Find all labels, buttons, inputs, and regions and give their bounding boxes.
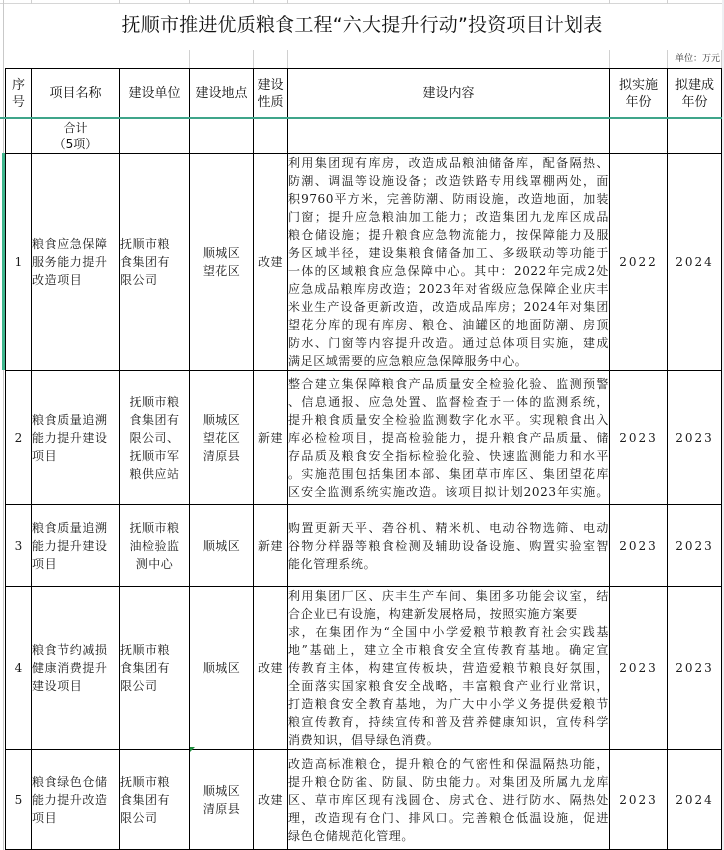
column-header-nature[interactable]: 建设 性质 — [254, 69, 288, 119]
row-header-gutter — [3, 0, 4, 850]
cell-location[interactable]: 顺城区 望花区 — [190, 154, 254, 371]
cell-unit[interactable]: 抚顺市粮 食集团有 限公司 — [120, 750, 190, 850]
cell-end-year[interactable] — [668, 119, 722, 154]
cell-end-year[interactable]: 2023 — [668, 587, 722, 750]
cell-nature[interactable]: 新建 — [254, 371, 288, 505]
gridline-tick — [609, 0, 610, 4]
gridline-tick — [287, 50, 288, 68]
cell-start-year[interactable]: 2022 — [610, 154, 668, 371]
cell-location[interactable]: 顺城区 望花区 清原县 — [190, 371, 254, 505]
cell-end-year[interactable]: 2023 — [668, 371, 722, 505]
cell-seq[interactable]: 2 — [6, 371, 32, 505]
cell-project-name[interactable]: 粮食质量追溯 能力提升建设 项目 — [32, 371, 120, 505]
cell-location[interactable]: 顺城区 — [190, 505, 254, 587]
cell-unit[interactable]: 抚顺市粮 食集团有 限公司 — [120, 154, 190, 371]
gridline-tick — [253, 0, 254, 4]
cell-project-name[interactable]: 粮食应急保障 服务能力提升 改造项目 — [32, 154, 120, 371]
cell-content[interactable]: 整合建立集保障粮食产品质量安全检验化验、监测预警 、信息通报、应急处置、监督检查于一体的监测系统， 提升粮食质量安全检验监测数字化水平。实现粮食出入 库必检检项目，提高检验能力，提升粮食产品质量、储 存品质及粮食安全指标检验化验、快速监测能力和水平 。实施范围包括集团本部、集团草市库区、集团望花库 区安全监测系统实施改造。该项目拟计划2023年实施。 — [288, 371, 610, 505]
cell-seq[interactable]: 1 — [6, 154, 32, 371]
gridline-tick — [189, 0, 190, 4]
column-header-unit[interactable]: 建设单位 — [120, 69, 190, 119]
table-row — [6, 371, 722, 505]
cell-comment-indicator-icon[interactable] — [190, 747, 195, 752]
gridline-tick — [189, 50, 190, 68]
cell-start-year[interactable] — [610, 119, 668, 154]
table-row — [6, 154, 722, 371]
cell-end-year[interactable]: 2024 — [668, 750, 722, 850]
cell-nature[interactable] — [254, 119, 288, 154]
cell-unit[interactable]: 抚顺市粮 食集团有 限公司、 抚顺市军 粮供应站 — [120, 371, 190, 505]
cell-location[interactable] — [190, 119, 254, 154]
cell-seq[interactable]: 4 — [6, 587, 32, 750]
cell-nature[interactable]: 改建 — [254, 587, 288, 750]
header-row — [6, 69, 722, 119]
cell-end-year[interactable]: 2023 — [668, 505, 722, 587]
gridline-tick — [609, 50, 610, 68]
cell-content[interactable]: 利用集团现有库房，改造成品粮油储备库，配备隔热、 防潮、调温等设施设备；改造铁路专用线罩棚两处，面 积9760平方米，完善防潮、防雨设施，改造地面，加装 门窗；提升应急粮油加工能力；改造集团九龙库区成品 粮仓储设施；提升粮食应急物流能力，按保障能力及服 务区域半径，建设集粮食储备加工、多级联动等功能于 一体的区域粮食应急保障中心。其中：2022年完成2处 应急成品粮库房改造；2023年对省级应急保障企业庆丰 米业生产设备更新改造，改造成品库房；2024年对集团 望花分库的现有库房、粮仓、油罐区的地面防潮、房顶 防水、门窗等内容提升改造。通过总体项目实施，建成 满足区域需要的应急粮应急保障服务中心。 — [288, 154, 610, 371]
cell-seq[interactable]: 3 — [6, 505, 32, 587]
cell-unit[interactable]: 抚顺市粮 油检验监 测中心 — [120, 505, 190, 587]
cell-seq[interactable] — [6, 119, 32, 154]
cell-end-year[interactable]: 2024 — [668, 154, 722, 371]
cell-start-year[interactable]: 2023 — [610, 505, 668, 587]
cell-project-name[interactable]: 粮食绿色仓储 能力提升改造 项目 — [32, 750, 120, 850]
cell-total-label[interactable]: 合计 （5项） — [32, 119, 120, 154]
project-plan-table — [5, 68, 722, 850]
cell-nature[interactable]: 改建 — [254, 750, 288, 850]
selected-row-indicator — [2, 153, 5, 370]
top-gridline — [0, 0, 724, 4]
cell-content[interactable]: 购置更新天平、砻谷机、精米机、电动谷物选筛、电动 谷物分样器等粮食检测及辅助设备设施、购置实验室智 能化管理系统。 — [288, 505, 610, 587]
table-row — [6, 505, 722, 587]
gridline-tick — [287, 0, 288, 4]
unit-label[interactable]: 单位：万元 — [674, 54, 720, 64]
gridline-tick — [31, 0, 32, 4]
gridline-tick — [119, 0, 120, 4]
column-header-location[interactable]: 建设地点 — [190, 69, 254, 119]
column-header-start-year[interactable]: 拟实施 年份 — [610, 69, 668, 119]
cell-location[interactable]: 顺城区 — [190, 587, 254, 750]
cell-start-year[interactable]: 2023 — [610, 587, 668, 750]
total-row — [6, 119, 722, 154]
column-header-content[interactable]: 建设内容 — [288, 69, 610, 119]
cell-start-year[interactable]: 2023 — [610, 371, 668, 505]
cell-content[interactable]: 利用集团厂区、庆丰生产车间、集团多功能会议室，结 合企业已有设施，构建新发展格局，按照实施方案要 求，在集团作为“全国中小学爱粮节粮教育社会实践基 地”基础上，建立全市粮食安全宣传教育基地。确定宣 传教育主体，构建宣传板块，营造爱粮节粮良好氛围， 全面落实国家粮食安全战略，丰富粮食产业行业常识， 打造粮食安全教育基地，为广大中小学义务提供爱粮节 粮宣传教育，持续宣传和普及营养健康知识，宣传科学 消费知识，倡导绿色消费。 — [288, 587, 610, 750]
column-header-project-name[interactable]: 项目名称 — [32, 69, 120, 119]
cell-seq[interactable]: 5 — [6, 750, 32, 850]
table-row — [6, 587, 722, 750]
cell-unit[interactable]: 抚顺市粮 食集团有 限公司 — [120, 587, 190, 750]
gridline-tick — [253, 50, 254, 68]
page-title[interactable]: 抚顺市推进优质粮食工程“六大提升行动”投资项目计划表 — [121, 14, 603, 36]
cell-content[interactable]: 改造高标准粮仓，提升粮仓的气密性和保温隔热功能， 提升粮仓防雀、防鼠、防虫能力。对集团及所属九龙库 区、草市库区现有浅圆仓、房式仓、进行防水、隔热处 理，改造现有仓门、排风口。完善粮仓低温设施，促进 绿色仓储规范化管理。 — [288, 750, 610, 850]
column-header-seq[interactable]: 序 号 — [6, 69, 32, 119]
gridline-tick — [667, 0, 668, 4]
cell-start-year[interactable]: 2023 — [610, 750, 668, 850]
table-row — [6, 750, 722, 850]
cell-project-name[interactable]: 粮食节约减损 健康消费提升 建设项目 — [32, 587, 120, 750]
cell-nature[interactable]: 改建 — [254, 154, 288, 371]
cell-project-name[interactable]: 粮食质量追溯 能力提升建设 项目 — [32, 505, 120, 587]
cell-nature[interactable]: 新建 — [254, 505, 288, 587]
column-header-end-year[interactable]: 拟建成 年份 — [668, 69, 722, 119]
cell-content[interactable] — [288, 119, 610, 154]
selection-border — [0, 117, 722, 119]
cell-location[interactable]: 顺城区 清原县 — [190, 750, 254, 850]
cell-unit[interactable] — [120, 119, 190, 154]
